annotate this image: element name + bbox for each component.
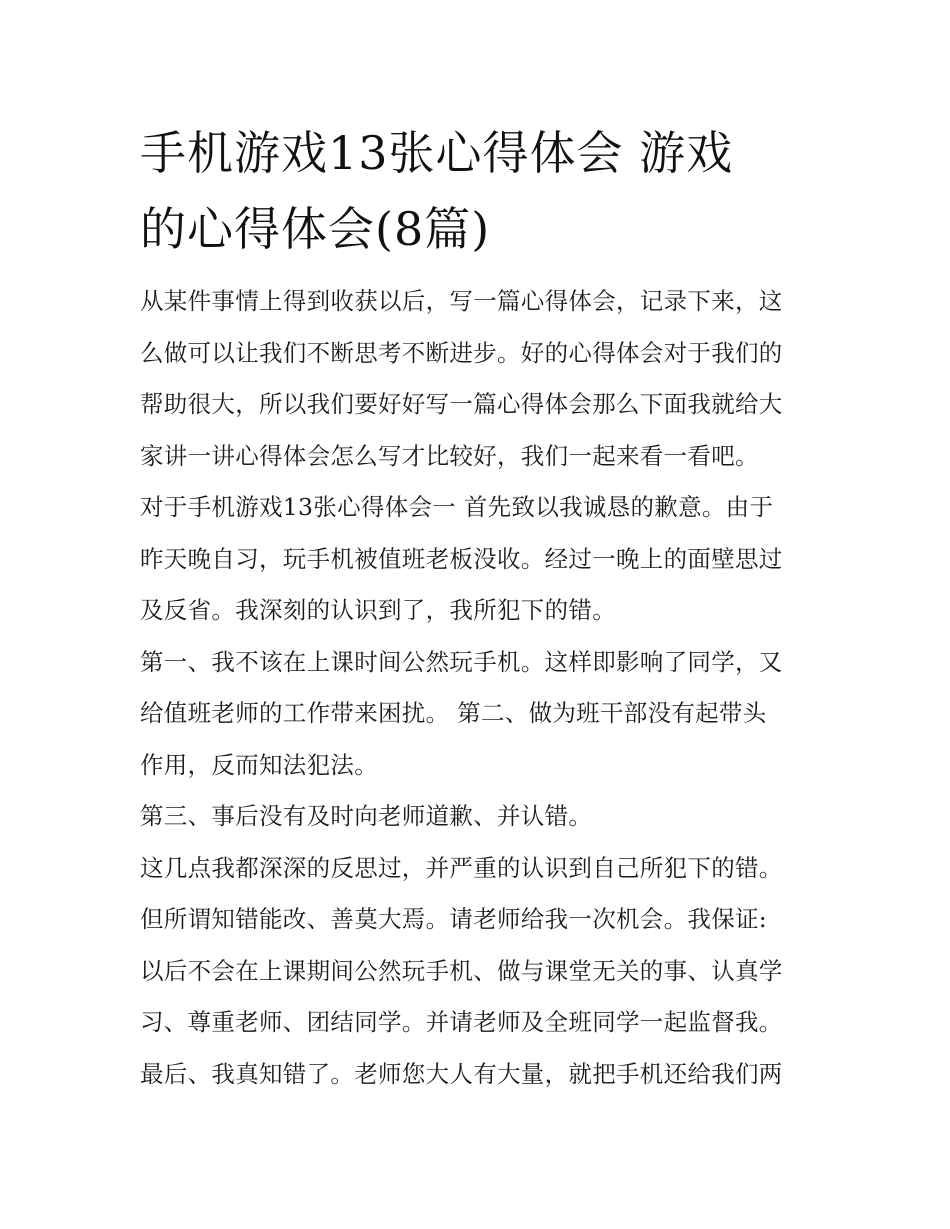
document-body [140, 276, 820, 1100]
body-line: 及反省。我深刻的认识到了，我所犯下的错。 [140, 596, 616, 624]
body-line: 么做可以让我们不断思考不断进步。好的心得体会对于我们的 [140, 338, 783, 367]
body-line: 昨天晚自习，玩手机被值班老板没收。经过一晚上的面壁思过 [140, 544, 783, 573]
title-line: 的心得体会(8篇) [140, 202, 491, 256]
body-line: 家讲一讲心得体会怎么写才比较好，我们一起来看一看吧。 [140, 441, 759, 470]
body-line: 第三、事后没有及时向老师道歉、并认错。 [140, 802, 593, 830]
body-line: 给值班老师的工作带来困扰。 第二、做为班干部没有起带头 [140, 699, 767, 727]
body-line: 以后不会在上课期间公然玩手机、做与课堂无关的事、认真学 [140, 956, 783, 985]
body-line: 作用，反而知法犯法。 [140, 750, 378, 779]
body-line: 从某件事情上得到收获以后，写一篇心得体会，记录下来，这 [140, 287, 783, 315]
document-title [140, 115, 820, 267]
body-line: 习、尊重老师、团结同学。并请老师及全班同学一起监督我。 [140, 1008, 783, 1036]
title-line: 手机游戏13张心得体会 游戏 [140, 126, 734, 180]
body-line: 但所谓知错能改、善莫大焉。请老师给我一次机会。我保证: [140, 905, 768, 933]
body-line: 最后、我真知错了。老师您大人有大量，就把手机还给我们两 [140, 1059, 783, 1088]
body-line: 第一、我不该在上课时间公然玩手机。这样即影响了同学，又 [140, 647, 783, 676]
body-line: 帮助很大，所以我们要好好写一篇心得体会那么下面我就给大 [140, 390, 783, 418]
body-line: 这几点我都深深的反思过，并严重的认识到自己所犯下的错。 [140, 853, 783, 882]
body-line: 对于手机游戏13张心得体会一 首先致以我诚恳的歉意。由于 [140, 493, 774, 521]
